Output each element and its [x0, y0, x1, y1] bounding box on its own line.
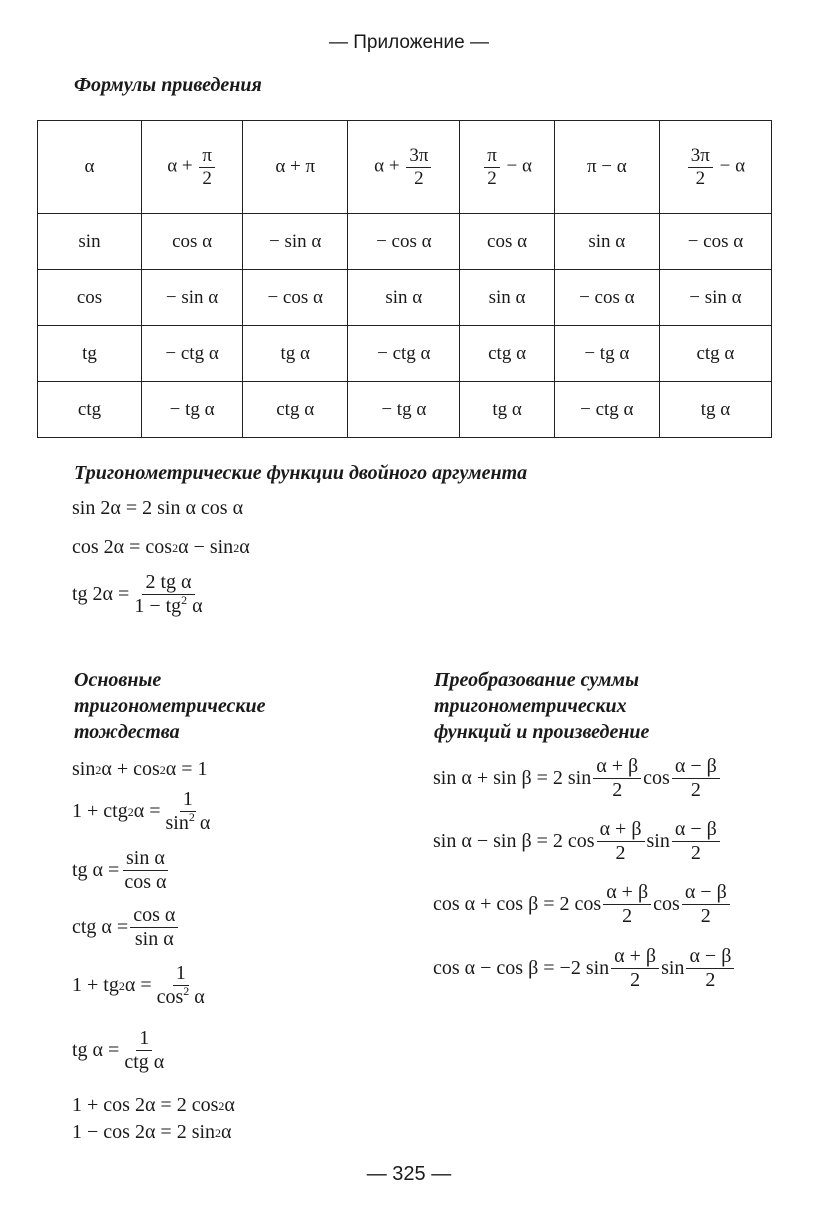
row-label: ctg [38, 382, 142, 438]
running-head: — Приложение — [329, 32, 489, 53]
table-cell: − sin α [142, 270, 243, 326]
table-cell: − cos α [554, 270, 659, 326]
sum-to-product-title: Преобразование суммы тригонометрических функций и произведение [434, 669, 650, 743]
table-header-row [38, 121, 772, 214]
table-cell: − cos α [348, 214, 460, 270]
sum-formula-sin-plus-sin: sin α + sin β = 2 sin $\frac{\alpha + \beta}{2}$ cos $\frac{\alpha - \beta}{2}$ [433, 755, 722, 802]
table-cell: − sin α [243, 214, 348, 270]
formula-tg-2a: tg 2α = $\frac{\text{2 tg α}}{1 - tg^2 \alpha}$ [72, 571, 203, 617]
table-cell: − cos α [243, 270, 348, 326]
table-cell: sin α [348, 270, 460, 326]
table-row-tg [38, 326, 772, 382]
table-row-cos [38, 270, 772, 326]
reduction-table [37, 120, 772, 438]
table-cell: tg α [460, 382, 554, 438]
header-cell-alpha-plus-pi: α + π [243, 121, 348, 214]
table-cell: sin α [460, 270, 554, 326]
identity-tg-reciprocal: tg α = $\frac{1}{\text{ctg α}}$ [72, 1027, 165, 1073]
table-cell: sin α [554, 214, 659, 270]
table-cell: cos α [142, 214, 243, 270]
identity-one-plus-tg2: 1 + tg 2 α = $\frac{1}{\cos^2 \alpha}$ [72, 962, 205, 1008]
table-cell: − tg α [554, 326, 659, 382]
table-cell: ctg α [659, 326, 771, 382]
sum-formula-cos-minus-cos: cos α − cos β = −2 sin $\frac{\alpha + \beta}{2}$ sin $\frac{\alpha - \beta}{2}$ [433, 945, 736, 992]
table-row-sin [38, 214, 772, 270]
header-cell-half-pi-minus-alpha: $\frac{\pi}{2}$ − α [460, 121, 554, 214]
table-cell: − ctg α [142, 326, 243, 382]
header-cell-three-half-pi-minus-alpha: $\frac{3\pi}{2}$ − α [659, 121, 771, 214]
identity-tg: tg α = $\frac{\text{sin α}}{\text{cos α}}$ [72, 847, 167, 893]
double-angle-title: Тригонометрические функции двойного аргумента [74, 462, 528, 484]
identity-ctg: ctg α = $\frac{\text{cos α}}{\text{sin α}}$ [72, 904, 180, 951]
identity-one-minus-cos-2a: 1 − cos 2α = 2 sin 2 α [72, 1121, 232, 1143]
identity-one-plus-ctg2: 1 + ctg 2 α = $\frac{1}{\sin^2 \alpha}$ [72, 788, 211, 834]
identity-pythagorean: sin 2 α + cos 2 α = 1 [72, 758, 208, 780]
header-cell-alpha-plus-half-pi: α + $\frac{\pi}{2}$ [142, 121, 243, 214]
table-cell: − ctg α [554, 382, 659, 438]
table-cell: − ctg α [348, 326, 460, 382]
table-cell: tg α [659, 382, 771, 438]
header-cell-alpha: α [38, 121, 142, 214]
reduction-title: Формулы приведения [74, 74, 262, 96]
formula-cos-2a: cos 2α = cos 2 α − sin 2 α [72, 536, 250, 558]
row-label: cos [38, 270, 142, 326]
page-number: — 325 — [366, 1163, 452, 1185]
sum-formula-sin-minus-sin: sin α − sin β = 2 cos $\frac{\alpha + \beta}{2}$ sin $\frac{\alpha - \beta}{2}$ [433, 818, 722, 865]
header-cell-alpha-plus-three-half-pi: α + $\frac{3\pi}{2}$ [348, 121, 460, 214]
identities-title: Основные тригонометрические тождества [74, 669, 266, 743]
formula-sin-2a: sin 2α = 2 sin α cos α [72, 497, 244, 519]
identity-one-plus-cos-2a: 1 + cos 2α = 2 cos 2 α [72, 1094, 235, 1116]
table-cell: − cos α [659, 214, 771, 270]
sum-formula-cos-plus-cos: cos α + cos β = 2 cos $\frac{\alpha + \beta}{2}$ cos $\frac{\alpha - \beta}{2}$ [433, 881, 732, 928]
table-row-ctg [38, 382, 772, 438]
row-label: sin [38, 214, 142, 270]
table-cell: ctg α [460, 326, 554, 382]
table-cell: ctg α [243, 382, 348, 438]
table-cell: cos α [460, 214, 554, 270]
row-label: tg [38, 326, 142, 382]
table-cell: − tg α [142, 382, 243, 438]
table-cell: tg α [243, 326, 348, 382]
table-cell: − sin α [659, 270, 771, 326]
header-cell-pi-minus-alpha: π − α [554, 121, 659, 214]
table-cell: − tg α [348, 382, 460, 438]
